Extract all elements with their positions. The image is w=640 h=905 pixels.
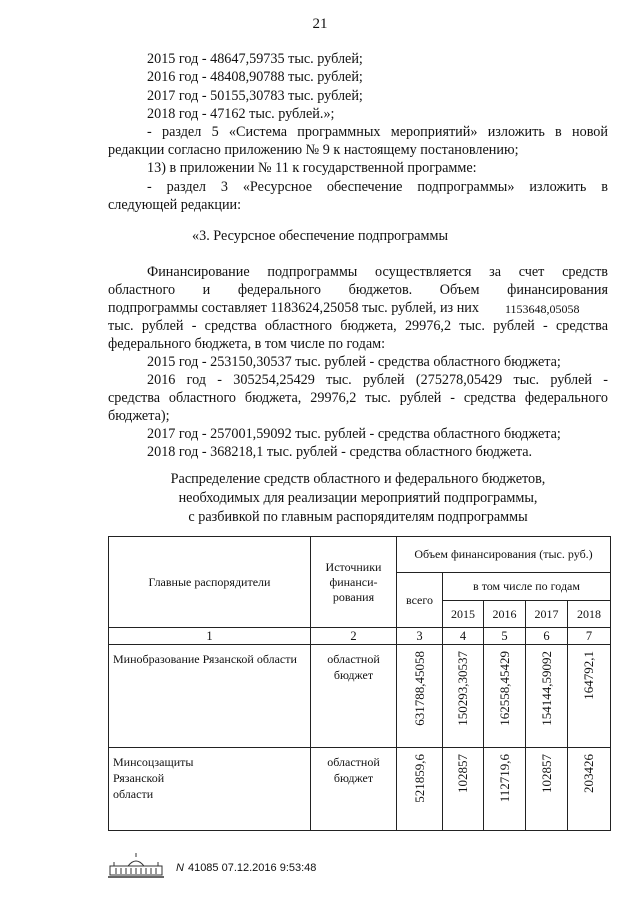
paragraph-line-4: тыс. рублей - средства областного бюджета, 29976,2 тыс. рублей - средства (108, 318, 608, 334)
row-total-value: 631788,45058 (411, 651, 427, 726)
text-line-section3-cont: следующей редакции: (108, 197, 242, 213)
row-2015 (443, 748, 484, 831)
distribution-heading-3: с разбивкой по главным распорядителям подпрограммы (188, 509, 528, 525)
paragraph-line-5: федерального бюджета, в том числе по годам: (108, 336, 386, 352)
header-funding-volume: Объем финансирования (тыс. руб.) (397, 537, 611, 573)
paragraph-line-10: 2017 год - 257001,59092 тыс. рублей - средства областного бюджета; (147, 426, 561, 442)
row-2017 (526, 748, 568, 831)
page-number: 21 (312, 16, 328, 32)
text-line-section5-cont: редакции согласно приложению № 9 к настоящему постановлению; (108, 142, 519, 158)
paragraph-line-6: 2015 год - 253150,30537 тыс. рублей - средства областного бюджета; (147, 354, 561, 370)
table-row (109, 645, 611, 748)
row-distributor: Минсоцзащиты Рязанской области (109, 748, 311, 831)
building-logo-icon (108, 852, 164, 880)
text-line-2015-amount: 2015 год - 48647,59735 тыс. рублей; (147, 51, 363, 67)
header-by-year: в том числе по годам (443, 573, 611, 601)
row-2017 (526, 645, 568, 748)
header-year-2015: 2015 (443, 601, 484, 628)
table-row (109, 748, 611, 831)
row-distributor: Минобразование Рязанской области (109, 645, 311, 748)
row-2017-value: 154144,59092 (538, 651, 554, 726)
row-2016-value: 162558,45429 (496, 651, 512, 726)
column-number: 4 (443, 628, 484, 645)
row-2017-value: 102857 (538, 754, 554, 793)
section-title: «3. Ресурсное обеспечение подпрограммы (192, 228, 448, 244)
paragraph-line-8: средства областного бюджета, 29976,2 тыс. рублей - средства федерального (108, 390, 608, 406)
header-year-2016: 2016 (484, 601, 526, 628)
column-number: 1 (109, 628, 311, 645)
row-2018 (568, 748, 611, 831)
row-2016-value: 112719,6 (496, 754, 512, 803)
distribution-heading-2: необходимых для реализации мероприятий подпрограммы, (178, 490, 538, 506)
row-2015-value: 150293,30537 (455, 651, 470, 726)
paragraph-line-11: 2018 год - 368218,1 тыс. рублей - средства областного бюджета. (147, 444, 533, 460)
column-number: 6 (526, 628, 568, 645)
row-2015 (443, 645, 484, 748)
row-2018-value: 164792,1 (581, 651, 597, 700)
paragraph-line-3b: 1153648,05058 (505, 302, 580, 316)
text-line-section5: - раздел 5 «Система программных мероприятий» изложить в новой (147, 124, 608, 140)
row-source: областной бюджет (311, 748, 397, 831)
row-2016 (484, 748, 526, 831)
footer-mark: N (176, 862, 184, 874)
column-number: 5 (484, 628, 526, 645)
text-line-2017-amount: 2017 год - 50155,30783 тыс. рублей; (147, 88, 363, 104)
text-line-2016-amount: 2016 год - 48408,90788 тыс. рублей; (147, 69, 363, 85)
column-number: 2 (311, 628, 397, 645)
row-2018 (568, 645, 611, 748)
header-year-2018: 2018 (568, 601, 611, 628)
row-total (397, 645, 443, 748)
header-year-2017: 2017 (526, 601, 568, 628)
header-main-distributors: Главные распорядители (109, 537, 311, 628)
paragraph-line-3a: подпрограммы составляет 1183624,25058 тыс. рублей, из них (108, 300, 479, 316)
row-source: областной бюджет (311, 645, 397, 748)
paragraph-line-1: Финансирование подпрограммы осуществляется за счет средств (147, 264, 608, 280)
header-funding-sources: Источники финанси-рования (311, 537, 397, 628)
row-2018-value: 203426 (581, 754, 597, 793)
funding-table (108, 536, 611, 831)
row-2015-value: 102857 (455, 754, 470, 793)
document-footer-id (176, 862, 316, 874)
footer-id: 41085 07.12.2016 9:53:48 (187, 862, 317, 874)
row-2016 (484, 645, 526, 748)
text-line-2018-amount: 2018 год - 47162 тыс. рублей.»; (147, 106, 335, 122)
text-line-item13: 13) в приложении № 11 к государственной программе: (147, 160, 477, 176)
paragraph-line-2: областного и федерального бюджетов. Объем финансирования (108, 282, 608, 298)
distribution-heading-1: Распределение средств областного и федерального бюджетов, (170, 471, 546, 487)
paragraph-line-9: бюджета); (108, 408, 170, 424)
column-number: 7 (568, 628, 611, 645)
row-total-value: 521859,6 (411, 754, 427, 803)
column-number: 3 (397, 628, 443, 645)
text-line-section3: - раздел 3 «Ресурсное обеспечение подпрограммы» изложить в (147, 179, 608, 195)
header-total: всего (397, 573, 443, 628)
paragraph-line-7: 2016 год - 305254,25429 тыс. рублей (275278,05429 тыс. рублей - (147, 372, 608, 388)
row-total (397, 748, 443, 831)
